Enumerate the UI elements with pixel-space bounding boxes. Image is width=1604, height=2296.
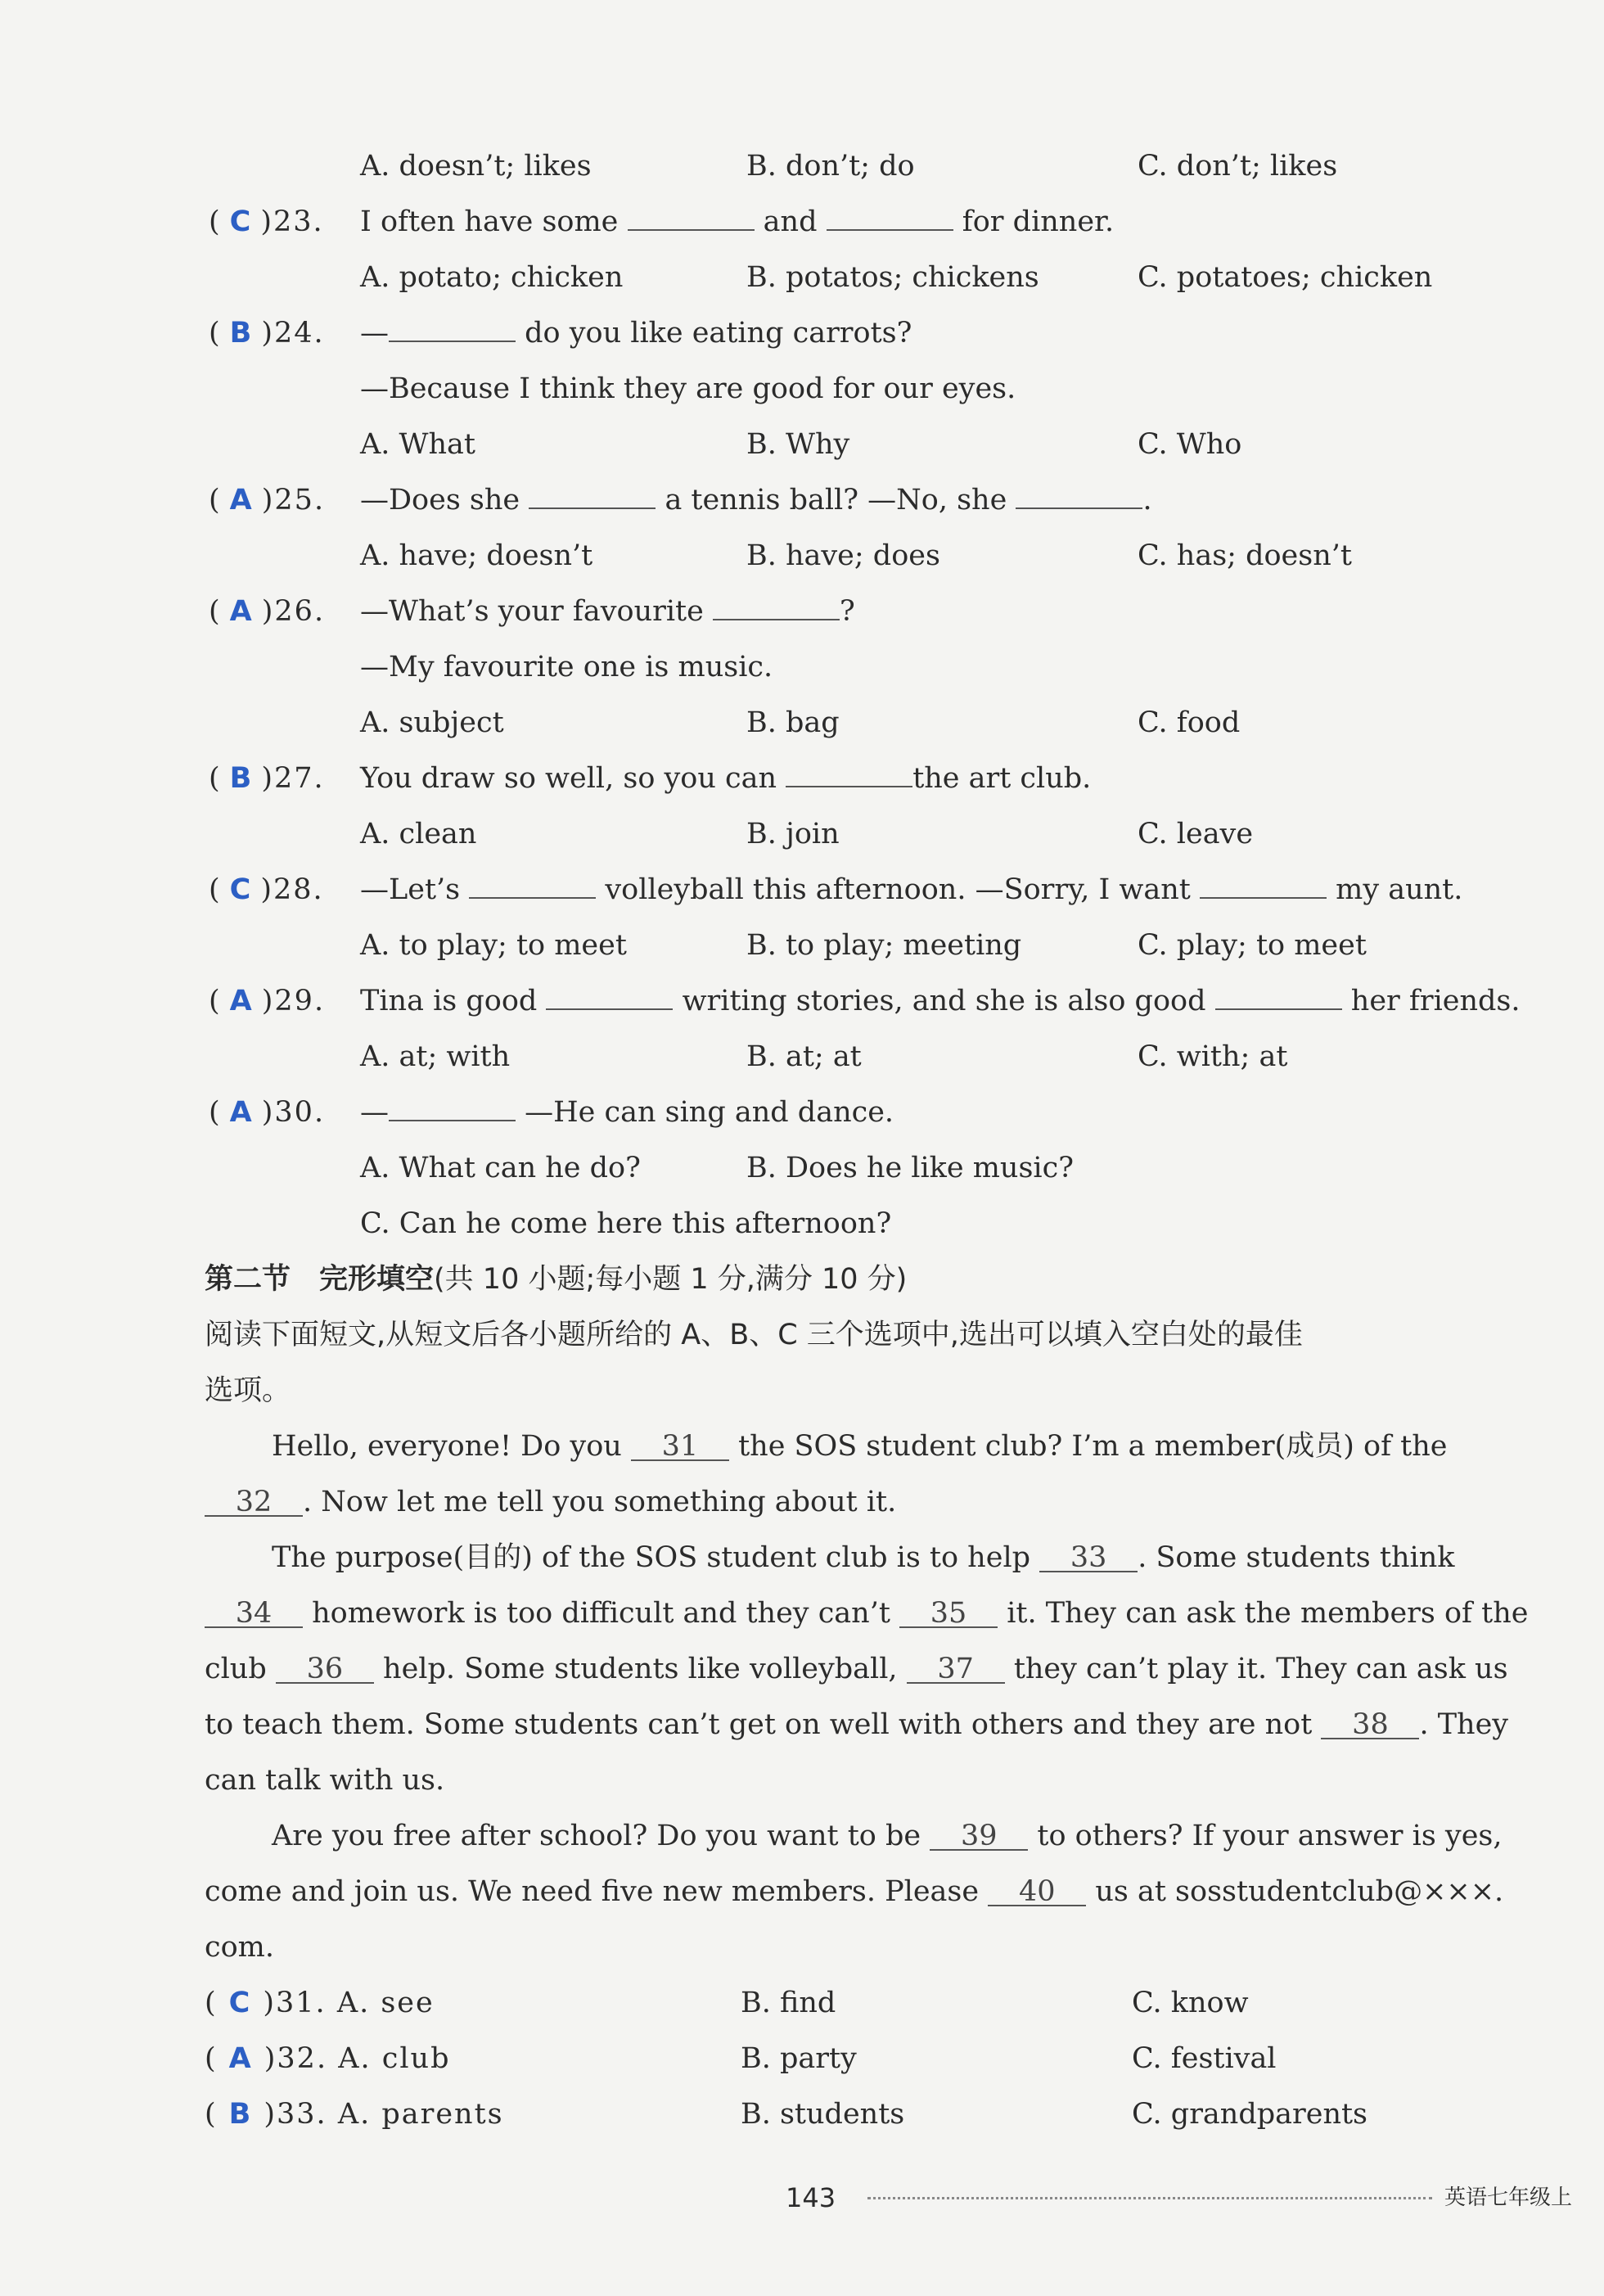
blank bbox=[546, 972, 673, 1010]
option-a: A. clean bbox=[360, 818, 477, 850]
option-a: A. club bbox=[338, 2042, 451, 2075]
option-a: A. see bbox=[336, 1987, 435, 2019]
option-b: B. at; at bbox=[746, 1040, 862, 1073]
answer-letter: C bbox=[229, 873, 253, 906]
q25-options bbox=[0, 527, 1604, 584]
answer-letter: A bbox=[229, 985, 254, 1017]
option-a: A. to play; to meet bbox=[360, 929, 627, 962]
q22-option-b: B. don’t; do bbox=[746, 150, 915, 183]
question-number: 33 bbox=[277, 2098, 317, 2131]
answer-letter: A bbox=[229, 484, 254, 516]
blank bbox=[786, 750, 912, 787]
option-b: B. to play; meeting bbox=[746, 929, 1022, 962]
question-number: 29 bbox=[274, 985, 314, 1017]
option-a: A. parents bbox=[337, 2098, 504, 2131]
question-25 bbox=[0, 471, 1604, 529]
cloze-question-32 bbox=[0, 2030, 1604, 2087]
answer-letter: C bbox=[229, 205, 253, 238]
question-26 bbox=[0, 583, 1604, 640]
question-stem: —What’s your favourite ? bbox=[360, 583, 855, 640]
question-stem: — do you like eating carrots? bbox=[360, 304, 912, 362]
option-b: B. have; does bbox=[746, 539, 940, 572]
option-b: B. Why bbox=[746, 428, 850, 461]
option-b: B. find bbox=[741, 1987, 836, 2019]
question-stem: — —He can sing and dance. bbox=[360, 1084, 894, 1141]
option-c: C. Who bbox=[1138, 428, 1242, 461]
question-23 bbox=[0, 193, 1604, 250]
option-b: B. party bbox=[741, 2042, 857, 2075]
q22-options bbox=[0, 138, 1604, 195]
option-c: C. play; to meet bbox=[1138, 929, 1367, 962]
q22-option-a: A. doesn’t; likes bbox=[360, 150, 592, 183]
blank bbox=[827, 193, 953, 231]
answer-bracket: ( A )29. bbox=[209, 985, 326, 1017]
blank bbox=[628, 193, 755, 231]
option-b: B. Does he like music? bbox=[746, 1152, 1074, 1184]
question-stem: I often have some and for dinner. bbox=[360, 193, 1114, 250]
option-a: A. have; doesn’t bbox=[360, 539, 593, 572]
option-c: C. Can he come here this afternoon? bbox=[360, 1207, 892, 1240]
option-c: C. has; doesn’t bbox=[1138, 539, 1352, 572]
question-30 bbox=[0, 1084, 1604, 1141]
cloze-blank-38: 38 bbox=[1321, 1702, 1419, 1739]
blank bbox=[389, 1084, 516, 1121]
passage-line: The purpose(目的) of the SOS student club is to help 33 . Some students think bbox=[0, 1529, 1604, 1586]
answer-bracket: ( B )27. bbox=[209, 762, 325, 795]
option-c: C. grandparents bbox=[1132, 2098, 1368, 2131]
question-stem: —Let’s volleyball this afternoon. —Sorry, I want my aunt. bbox=[360, 861, 1462, 918]
passage-line: can talk with us. bbox=[205, 1764, 445, 1797]
cloze-blank-35: 35 bbox=[899, 1590, 998, 1628]
question-number: 32 bbox=[277, 2042, 317, 2075]
section-instruction-line1: 阅读下面短文,从短文后各小题所给的 A、B、C 三个选项中,选出可以填入空白处的最佳 bbox=[205, 1319, 1303, 1351]
cloze-blank-40: 40 bbox=[988, 1869, 1086, 1906]
question-24 bbox=[0, 304, 1604, 362]
blank bbox=[1215, 972, 1342, 1010]
answer-bracket: ( B )33. A. parents bbox=[205, 2098, 504, 2131]
blank bbox=[1200, 861, 1327, 899]
answer-bracket: ( C )23. bbox=[209, 205, 324, 238]
q23-options bbox=[0, 249, 1604, 306]
passage-line: come and join us. We need five new members. Please 40 us at sosstudentclub@×××. bbox=[0, 1863, 1604, 1920]
passage-line: Are you free after school? Do you want to be 39 to others? If your answer is yes, bbox=[0, 1807, 1604, 1865]
option-b: B. join bbox=[746, 818, 840, 850]
answer-letter: A bbox=[229, 1096, 254, 1129]
page-number: 143 bbox=[786, 2182, 836, 2213]
answer-bracket: ( A )30. bbox=[209, 1096, 326, 1129]
q30-options-row2 bbox=[0, 1195, 1604, 1252]
blank bbox=[389, 304, 516, 342]
question-number: 30 bbox=[274, 1096, 314, 1129]
answer-bracket: ( A )32. A. club bbox=[205, 2042, 451, 2075]
question-number: 25 bbox=[274, 484, 314, 516]
q28-options bbox=[0, 917, 1604, 974]
footer-dotted-rule bbox=[867, 2197, 1432, 2199]
option-c: C. leave bbox=[1138, 818, 1254, 850]
option-c: C. festival bbox=[1132, 2042, 1277, 2075]
option-c: C. know bbox=[1132, 1987, 1249, 2019]
answer-letter: C bbox=[228, 1987, 252, 2019]
question-28 bbox=[0, 861, 1604, 918]
q30-options-row1 bbox=[0, 1139, 1604, 1197]
option-b: B. potatos; chickens bbox=[746, 261, 1039, 294]
q22-option-c: C. don’t; likes bbox=[1138, 150, 1338, 183]
answer-letter: A bbox=[228, 2042, 253, 2075]
option-a: A. What bbox=[360, 428, 475, 461]
section-instruction-line2: 选项。 bbox=[205, 1374, 291, 1407]
footer-subject: 英语七年级上 bbox=[1444, 2185, 1573, 2210]
cloze-question-33 bbox=[0, 2086, 1604, 2143]
section-heading bbox=[0, 1251, 1604, 1308]
cloze-blank-36: 36 bbox=[276, 1646, 374, 1684]
answer-bracket: ( A )25. bbox=[209, 484, 326, 516]
question-27 bbox=[0, 750, 1604, 807]
passage-line: to teach them. Some students can’t get on well with others and they are not 38 . They bbox=[0, 1696, 1604, 1753]
question-number: 31 bbox=[276, 1987, 316, 2019]
answer-letter: B bbox=[228, 2098, 253, 2131]
passage-line: club 36 help. Some students like volleyball, 37 they can’t play it. They can ask us bbox=[0, 1640, 1604, 1698]
question-number: 24 bbox=[274, 317, 314, 350]
answer-bracket: ( A )26. bbox=[209, 595, 326, 628]
question-number: 26 bbox=[274, 595, 314, 628]
option-c: C. with; at bbox=[1138, 1040, 1288, 1073]
option-b: B. bag bbox=[746, 706, 840, 739]
page-footer bbox=[0, 2169, 1604, 2226]
blank bbox=[1016, 471, 1142, 509]
answer-letter: A bbox=[229, 595, 254, 628]
option-b: B. students bbox=[741, 2098, 905, 2131]
q24-options bbox=[0, 416, 1604, 473]
q26-options bbox=[0, 694, 1604, 751]
question-stem: —Does she a tennis ball? —No, she . bbox=[360, 471, 1152, 529]
question-number: 27 bbox=[274, 762, 314, 795]
blank bbox=[529, 471, 656, 509]
blank bbox=[713, 583, 840, 620]
option-c: C. food bbox=[1138, 706, 1241, 739]
passage-line: 34 homework is too difficult and they can’t 35 it. They can ask the members of the bbox=[0, 1585, 1604, 1642]
passage-line: 32 . Now let me tell you something about it. bbox=[0, 1473, 1604, 1531]
passage-line: com. bbox=[205, 1931, 274, 1964]
cloze-question-31 bbox=[0, 1974, 1604, 2032]
q29-options bbox=[0, 1028, 1604, 1085]
q24-reply: —Because I think they are good for our eyes. bbox=[360, 372, 1016, 405]
blank bbox=[469, 861, 596, 899]
answer-bracket: ( B )24. bbox=[209, 317, 325, 350]
answer-letter: B bbox=[229, 762, 254, 795]
cloze-blank-33: 33 bbox=[1039, 1535, 1138, 1572]
cloze-blank-39: 39 bbox=[930, 1813, 1028, 1851]
passage-line: Hello, everyone! Do you 31 the SOS student club? I’m a member(成员) of the bbox=[0, 1418, 1604, 1475]
answer-letter: B bbox=[229, 317, 254, 350]
section-title: 第二节 完形填空(共 10 小题;每小题 1 分,满分 10 分) bbox=[205, 1263, 908, 1296]
option-a: A. What can he do? bbox=[360, 1152, 641, 1184]
question-stem: You draw so well, so you can the art club. bbox=[360, 750, 1091, 807]
question-number: 23 bbox=[273, 205, 313, 238]
option-a: A. subject bbox=[360, 706, 504, 739]
cloze-blank-31: 31 bbox=[631, 1423, 729, 1461]
cloze-blank-37: 37 bbox=[907, 1646, 1005, 1684]
cloze-blank-34: 34 bbox=[205, 1590, 303, 1628]
question-number: 28 bbox=[273, 873, 313, 906]
question-stem: Tina is good writing stories, and she is also good her friends. bbox=[360, 972, 1521, 1030]
q27-options bbox=[0, 805, 1604, 863]
cloze-blank-32: 32 bbox=[205, 1479, 303, 1517]
option-a: A. potato; chicken bbox=[360, 261, 624, 294]
option-c: C. potatoes; chicken bbox=[1138, 261, 1433, 294]
answer-bracket: ( C )28. bbox=[209, 873, 324, 906]
answer-bracket: ( C )31. A. see bbox=[205, 1987, 435, 2019]
option-a: A. at; with bbox=[360, 1040, 511, 1073]
question-29 bbox=[0, 972, 1604, 1030]
q26-reply: —My favourite one is music. bbox=[360, 651, 773, 683]
